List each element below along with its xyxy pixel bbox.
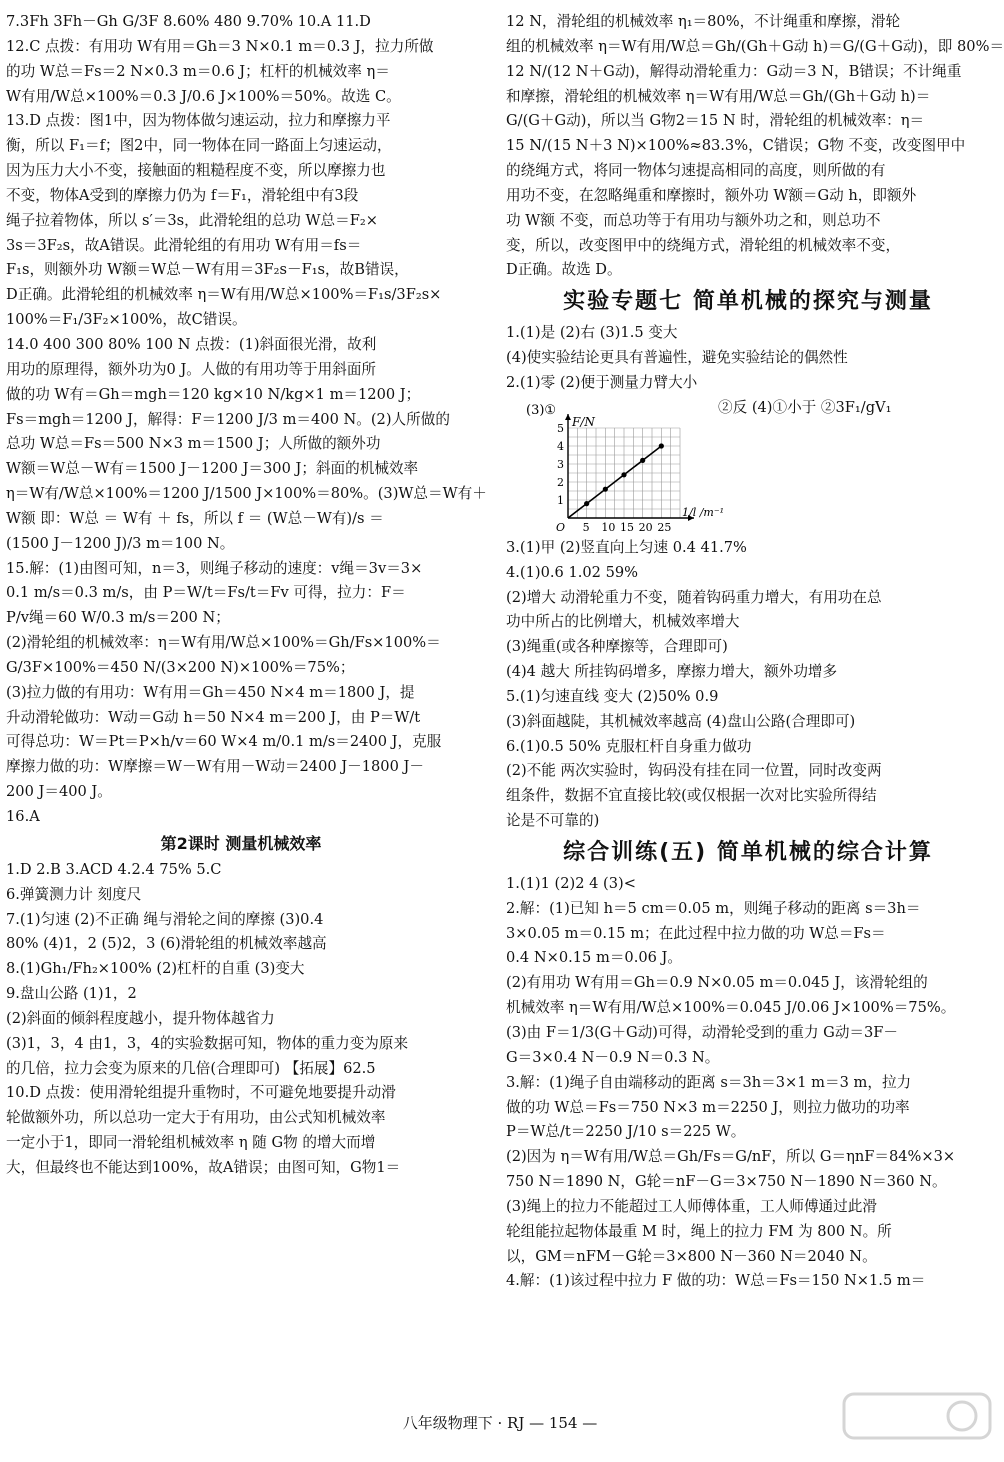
text-line: 0.1 m/s＝0.3 m/s，由 P＝W/t＝Fs/t＝Fv 可得，拉力：F＝ — [6, 584, 406, 602]
experiment-7-block-b — [506, 536, 990, 834]
text-line: 3.解：(1)绳子自由端移动的距离 s＝3h＝3×1 m＝3 m，拉力 — [506, 1073, 912, 1091]
text-line: W有用/W总×100%＝0.3 J/0.6 J×100%＝50%。故选 C。 — [6, 87, 401, 105]
text-line: Fs＝mgh＝1200 J，解得：F＝1200 J/3 m＝400 N。(2)人所做的 — [6, 410, 450, 428]
text-line: 组条件，数据不宜直接比较(或仅根据一次对比实验所得结 — [506, 787, 877, 805]
data-point — [584, 501, 589, 506]
text-line: 1.D 2.B 3.ACD 4.2.4 75% 5.C — [6, 860, 222, 878]
text-line: 一定小于1，即同一滑轮组机械效率 η 随 G物 的增大而增 — [6, 1134, 376, 1152]
text-line: 10.D 点拨：使用滑轮组提升重物时，不可避免地要提升动滑 — [6, 1084, 396, 1102]
text-line: 3.(1)甲 (2)竖直向上匀速 0.4 41.7% — [506, 538, 747, 556]
text-line: (3)拉力做的有用功：W有用＝Gh＝450 N×4 m＝1800 J，提 — [6, 683, 415, 701]
text-line: (2)增大 动滑轮重力不变，随着钩码重力增大，有用功在总 — [506, 588, 882, 606]
text-line: 以，GM＝nFM－G轮＝3×800 N－360 N＝2040 N。 — [506, 1247, 877, 1265]
text-line: 用功不变，在忽略绳重和摩擦时，额外功 W额＝G动 h，即额外 — [506, 186, 917, 204]
text-line: 绳子拉着物体，所以 s′＝3s，此滑轮组的总功 W总＝F₂× — [6, 211, 378, 229]
text-line: 轮做额外功，所以总功一定大于有用功，由公式知机械效率 — [6, 1109, 386, 1127]
text-line: (3)由 F＝1/3(G＋G动)可得，动滑轮受到的重力 G动＝3F－ — [506, 1024, 899, 1041]
y-tick-label: 1 — [557, 493, 564, 507]
text-line: 80% (4)1，2 (5)2，3 (6)滑轮组的机械效率越高 — [6, 935, 327, 953]
text-line: (1500 J－1200 J)/3 m＝100 N。 — [6, 534, 235, 552]
text-line: 做的功 W总＝Fs＝750 N×3 m＝2250 J，则拉力做功的功率 — [506, 1098, 910, 1116]
text-line: 功中所占的比例增大，机械效率增大 — [506, 613, 740, 631]
text-line: 5.(1)匀速直线 变大 (2)50% 0.9 — [506, 687, 719, 705]
text-line: (2)因为 η＝W有用/W总＝Gh/Fs＝G/nF，所以 G＝ηnF＝84%×3× — [506, 1148, 956, 1166]
text-line: F₁s，则额外功 W额＝W总－W有用＝3F₂s－F₁s，故B错误， — [6, 261, 409, 279]
text-line: (4)4 越大 所挂钩码增多，摩擦力增大，额外功增多 — [506, 663, 838, 681]
text-line: 的绕绳方式，将同一物体匀速提高相同的高度，则所做的有 — [506, 162, 886, 180]
x-tick-label: 20 — [638, 520, 653, 534]
text-line: 的功 W总＝Fs＝2 N×0.3 m＝0.6 J；杠杆的机械效率 η＝ — [6, 62, 390, 80]
data-point — [603, 486, 608, 491]
x-tick-label: 10 — [601, 520, 616, 534]
text-line: D正确。此滑轮组的机械效率 η＝W有用/W总×100%＝F₁s/3F₂s× — [6, 286, 442, 304]
text-line: 不变，物体A受到的摩擦力仍为 f＝F₁，滑轮组中有3段 — [6, 186, 359, 204]
text-line: G/(G＋G动)，所以当 G物2＝15 N 时，滑轮组的机械效率：η＝ — [506, 112, 925, 130]
text-line: 12.C 点拨：有用功 W有用＝Gh＝3 N×0.1 m＝0.3 J，拉力所做 — [6, 37, 434, 55]
y-tick-label: 4 — [557, 439, 564, 453]
text-line: 1.(1)1 (2)2 4 (3)< — [506, 874, 636, 892]
graph-row-tail-text: ②反 (4)①小于 ②3F₁/gV₁ — [718, 398, 892, 416]
text-line: 功 W额 不变，而总功等于有用功与额外功之和，则总功不 — [506, 211, 881, 229]
text-line: 衡，所以 F₁＝f；图2中，同一物体在同一路面上匀速运动， — [6, 137, 392, 155]
text-line: 第2课时 测量机械效率 — [160, 833, 322, 853]
text-line: 用功的原理得，额外功为0 J。人做的有用功等于用斜面所 — [6, 360, 377, 378]
text-line: D正确。故选 D。 — [506, 261, 622, 279]
text-line: W额＝W总－W有＝1500 J－1200 J＝300 J；斜面的机械效率 — [6, 460, 419, 478]
x-tick-label: 5 — [582, 520, 590, 534]
text-line: 12 N/(12 N＋G动)，解得动滑轮重力：G动＝3 N，B错误；不计绳重 — [506, 62, 962, 80]
right-top-block — [506, 10, 1004, 283]
left-column — [6, 10, 487, 1181]
text-line: (2)不能 两次实验时，钩码没有挂在同一位置，同时改变两 — [506, 762, 882, 780]
text-line: 9.盘山公路 (1)1，2 — [6, 985, 137, 1003]
experiment-7-block-a — [506, 321, 990, 396]
x-tick-label: 25 — [657, 520, 672, 534]
y-tick-label: 3 — [557, 457, 564, 471]
page-footer: 八年级物理下 · RJ — 154 — — [402, 1414, 598, 1432]
text-line: G＝3×0.4 N－0.9 N＝0.3 N。 — [506, 1048, 720, 1066]
text-line: (3)1，3，4 由1，3，4的实验数据可知，物体的重力变为原来 — [6, 1034, 409, 1052]
section-title-training-5: 综合训练(五) 简单机械的综合计算 — [563, 839, 933, 865]
x-tick-label: 15 — [620, 520, 634, 534]
text-line: (3)斜面越陡，其机械效率越高 (4)盘山公路(合理即可) — [506, 712, 856, 730]
text-line: 的几倍，拉力会变为原来的几倍(合理即可) 【拓展】62.5 — [6, 1059, 376, 1077]
text-line: 做的功 W有＝Gh＝mgh＝120 kg×10 N/kg×1 m＝1200 J； — [6, 385, 421, 403]
text-line: 4.(1)0.6 1.02 59% — [506, 563, 639, 581]
text-line: 摩擦力做的功：W摩擦＝W－W有用－W动＝2400 J－1800 J－ — [6, 758, 424, 776]
text-line: (2)有用功 W有用＝Gh＝0.9 N×0.05 m＝0.045 J，该滑轮组的 — [506, 974, 928, 992]
watermark-logo — [842, 1392, 992, 1456]
text-line: 750 N＝1890 N，G轮＝nF－G＝3×750 N－1890 N＝360 N。 — [506, 1173, 947, 1191]
text-line: 和摩擦，滑轮组的机械效率 η＝W有用/W总＝Gh/(Gh＋G动 h)＝ — [506, 87, 931, 105]
text-line: 组的机械效率 η＝W有用/W总＝Gh/(Gh＋G动 h)＝G/(G＋G动)，即 80%＝ — [506, 37, 1004, 55]
text-line: 因为压力大小不变，接触面的粗糙程度不变，所以摩擦力也 — [6, 162, 386, 180]
text-line: 1.(1)是 (2)右 (3)1.5 变大 — [506, 324, 678, 342]
text-line: (2)斜面的倾斜程度越小，提升物体越省力 — [6, 1009, 275, 1027]
chart-prefix-label: (3)① — [526, 402, 557, 418]
x-axis-label: 1/l /m⁻¹ — [682, 505, 725, 519]
text-line: 机械效率 η＝W有用/W总×100%＝0.045 J/0.06 J×100%＝75%。 — [506, 999, 956, 1017]
text-line: 2.解：(1)已知 h＝5 cm＝0.05 m，则绳子移动的距离 s＝3h＝ — [506, 899, 921, 917]
text-line: 4.解：(1)该过程中拉力 F 做的功：W总＝Fs＝150 N×1.5 m＝ — [506, 1272, 926, 1290]
text-line: 升动滑轮做功：W动＝G动 h＝50 N×4 m＝200 J，由 P＝W/t — [6, 708, 421, 726]
text-line: 15.解：(1)由图可知，n＝3，则绳子移动的速度：v绳＝3v＝3× — [6, 559, 423, 577]
y-tick-label: 2 — [557, 475, 564, 489]
data-point — [640, 458, 645, 463]
text-line: (3)绳上的拉力不能超过工人师傅体重，工人师傅通过此滑 — [506, 1197, 877, 1215]
text-line: P＝W总/t＝2250 J/10 s＝225 W。 — [506, 1123, 746, 1141]
text-line: 6.弹簧测力计 刻度尺 — [6, 885, 142, 903]
text-line: 8.(1)Gh₁/Fh₂×100% (2)杠杆的自重 (3)变大 — [6, 960, 305, 978]
text-line: 轮组能拉起物体最重 M 时，绳上的拉力 FM 为 800 N。所 — [506, 1222, 892, 1240]
text-line: 3s＝3F₂s，故A错误。此滑轮组的有用功 W有用＝fs＝ — [6, 236, 362, 254]
graph-row — [506, 396, 990, 536]
origin-label: O — [556, 520, 566, 534]
text-line: 200 J＝400 J。 — [6, 783, 112, 801]
section-title-experiment-7: 实验专题七 简单机械的探究与测量 — [563, 289, 933, 315]
text-line: (2)滑轮组的机械效率：η＝W有用/W总×100%＝Gh/Fs×100%＝ — [6, 634, 441, 652]
text-line: P/v绳＝60 W/0.3 m/s＝200 N； — [6, 609, 230, 627]
text-line: 12 N，滑轮组的机械效率 η₁＝80%，不计绳重和摩擦，滑轮 — [506, 13, 901, 30]
text-line: G/3F×100%＝450 N/(3×200 N)×100%＝75%； — [6, 658, 355, 676]
text-line: 论是不可靠的) — [506, 812, 600, 830]
text-line: 大，但最终也不能达到100%，故A错误；由图可知，G物1＝ — [6, 1158, 401, 1176]
text-line: 3×0.05 m＝0.15 m；在此过程中拉力做的功 W总＝Fs＝ — [506, 924, 886, 942]
text-line: 14.0 400 300 80% 100 N 点拨：(1)斜面很光滑，故利 — [6, 335, 377, 353]
text-line: 7.3Fh 3Fh－Gh G/3F 8.60% 480 9.70% 10.A 11.D — [6, 13, 371, 30]
text-line: 100%＝F₁/3F₂×100%，故C错误。 — [6, 311, 247, 329]
text-line: η＝W有/W总×100%＝1200 J/1500 J×100%＝80%。(3)W总＝W有＋ — [6, 485, 487, 503]
y-axis-label: F/N — [572, 414, 595, 429]
text-line: 可得总功：W＝Pt＝P×h/v＝60 W×4 m/0.1 m/s＝2400 J，克服 — [6, 733, 442, 751]
data-point — [659, 443, 664, 448]
text-line: 总功 W总＝Fs＝500 N×3 m＝1500 J；人所做的额外功 — [6, 435, 381, 453]
text-line: 2.(1)零 (2)便于测量力臂大小 — [506, 373, 698, 391]
training-5-block — [506, 872, 990, 1294]
text-line: 0.4 N×0.15 m＝0.06 J。 — [506, 949, 682, 967]
text-line: 13.D 点拨：图1中，因为物体做匀速运动，拉力和摩擦力平 — [6, 112, 391, 130]
right-column — [506, 10, 1004, 1294]
text-line: 变，所以，改变图甲中的绕绳方式，滑轮组的机械效率不变， — [506, 236, 901, 254]
text-line: (3)绳重(或各种摩擦等，合理即可) — [506, 638, 728, 656]
text-line: W额 即：W总 ＝ W有 ＋ fs，所以 f ＝ (W总－W有)/s ＝ — [6, 509, 384, 527]
data-point — [621, 472, 626, 477]
text-line: (4)使实验结论更具有普遍性，避免实验结论的偶然性 — [506, 349, 848, 367]
y-tick-label: 5 — [557, 421, 564, 435]
text-line: 7.(1)匀速 (2)不正确 绳与滑轮之间的摩擦 (3)0.4 — [6, 910, 324, 928]
text-line: 16.A — [6, 808, 40, 825]
text-line: 6.(1)0.5 50% 克服杠杆自身重力做功 — [506, 737, 752, 755]
text-line: 15 N/(15 N＋3 N)×100%≈83.3%，C错误；G物 不变，改变图甲中 — [506, 137, 966, 155]
y-axis-arrow — [565, 414, 571, 420]
force-vs-inverse-length-chart — [526, 400, 725, 534]
